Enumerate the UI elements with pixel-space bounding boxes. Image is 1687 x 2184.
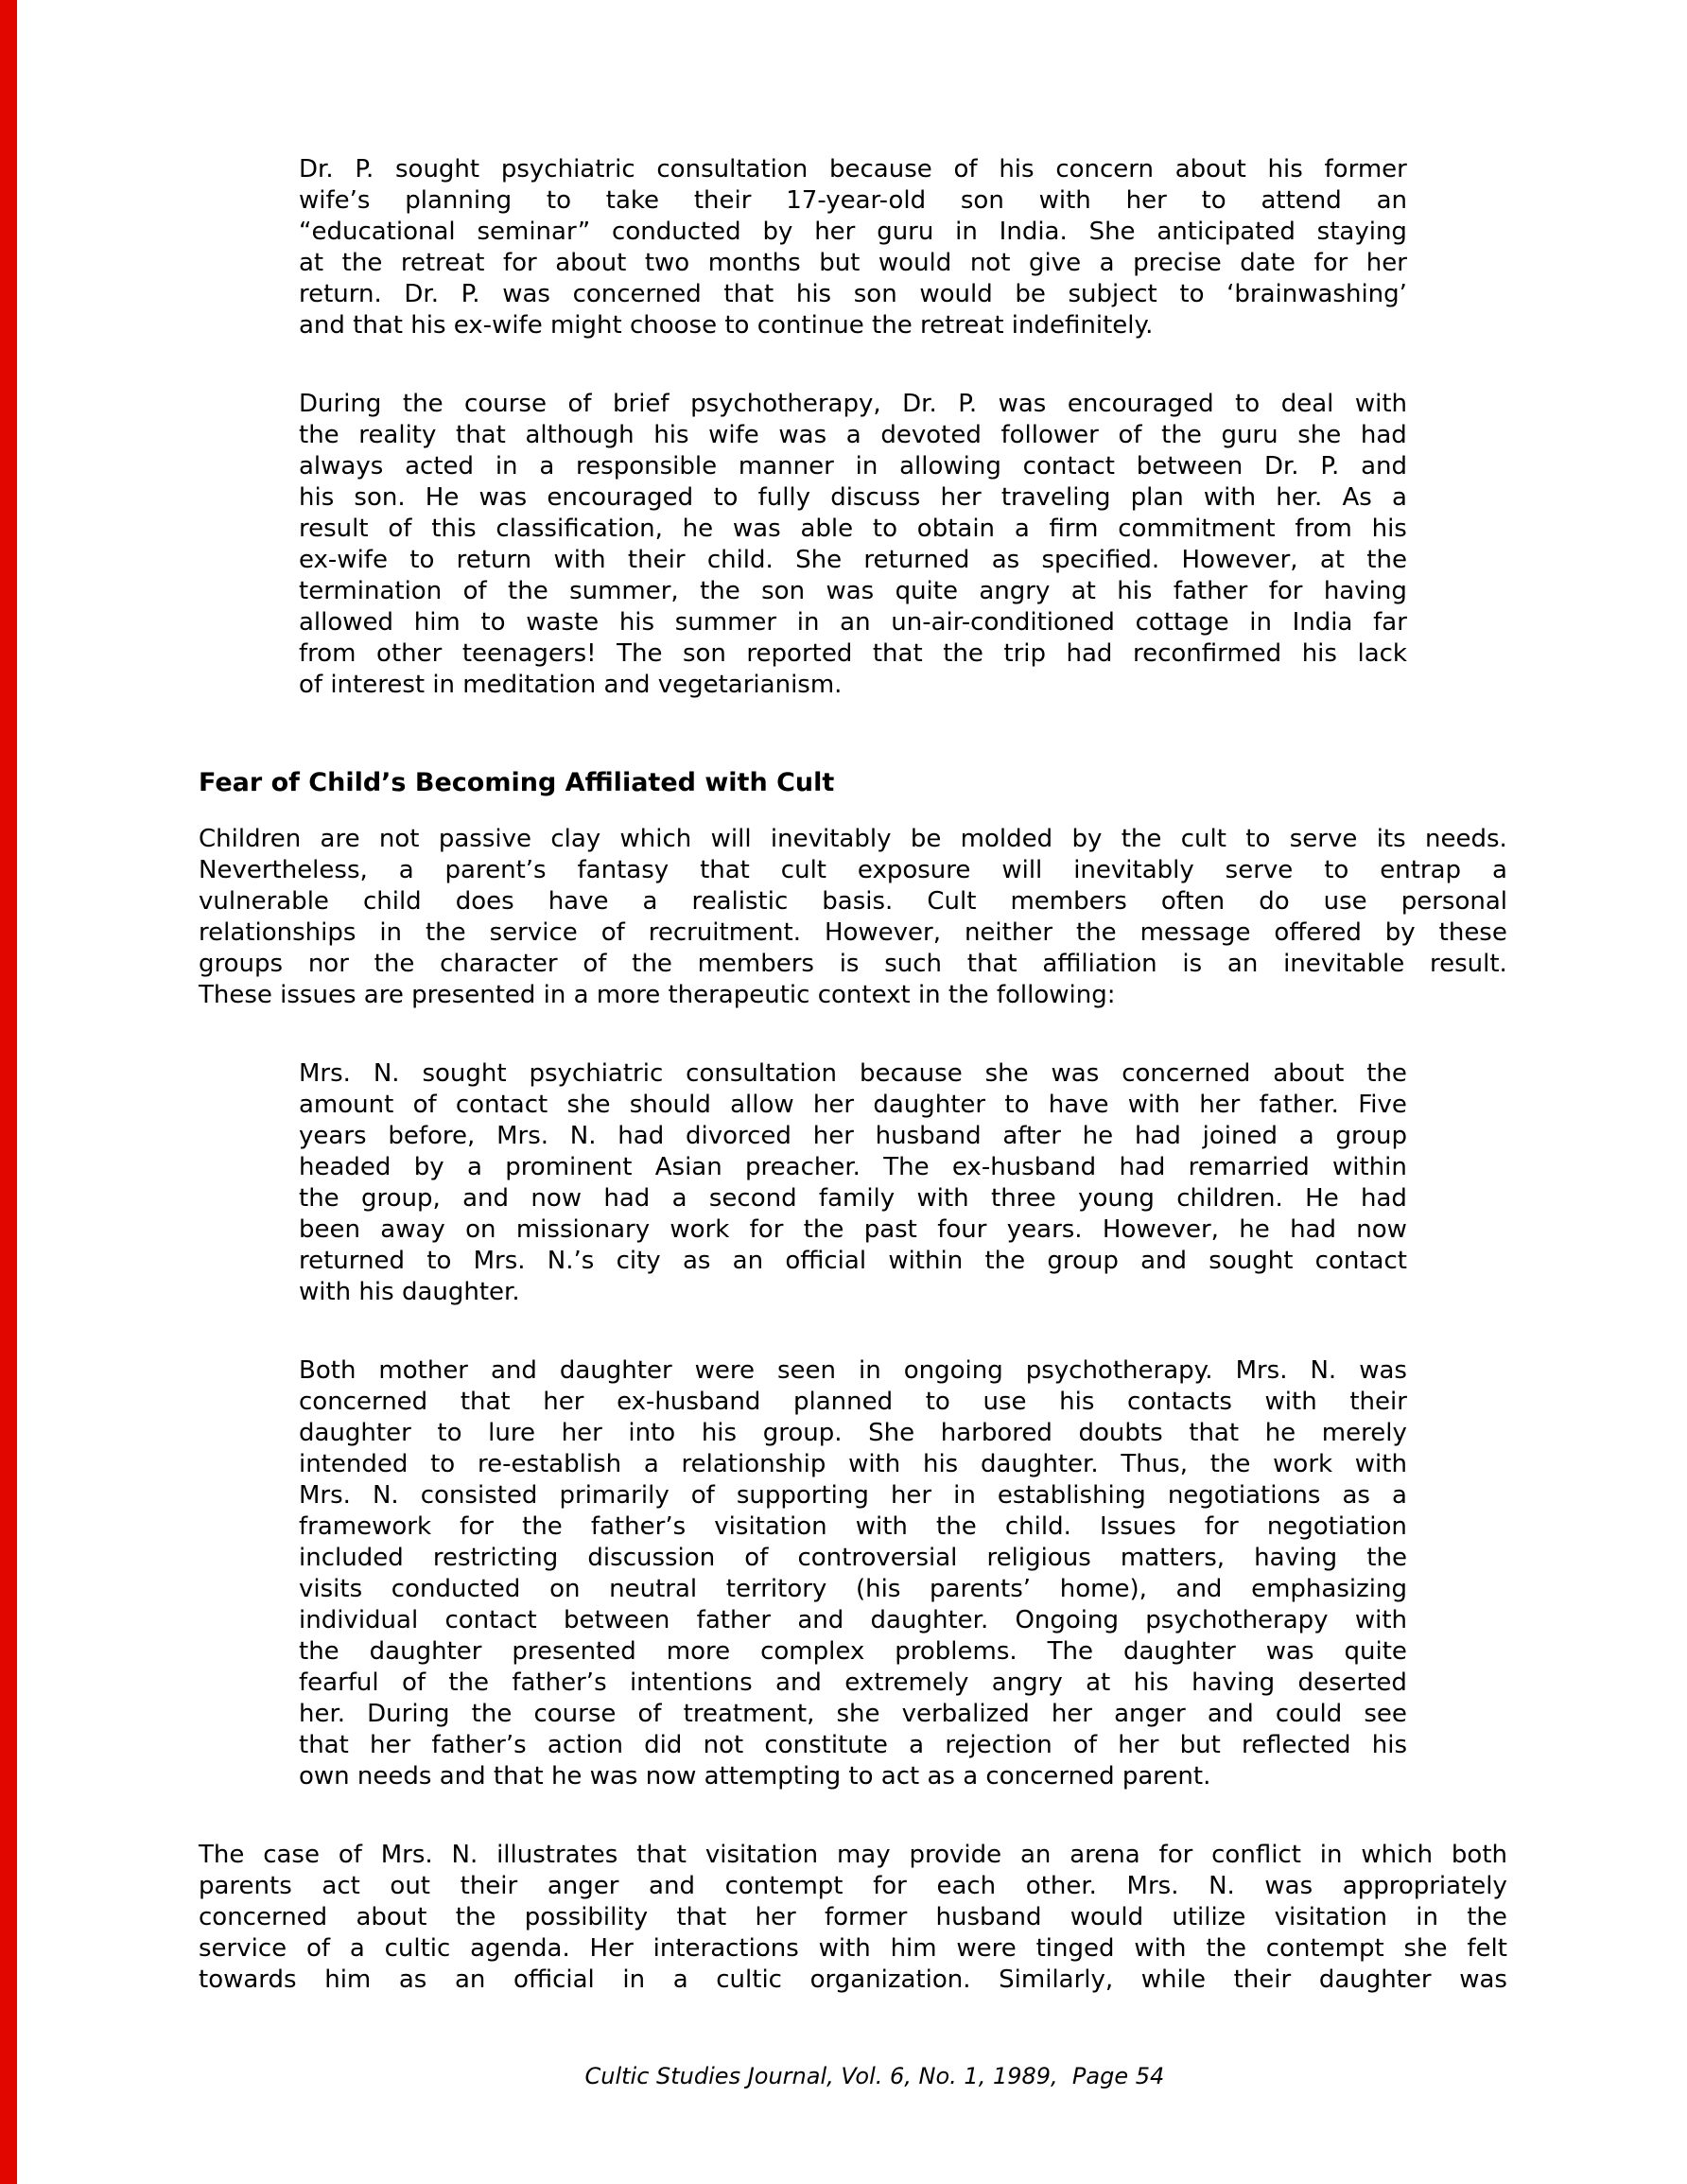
text-line: parents act out their anger and contempt for each other. Mrs. N. was appropriately <box>199 1872 1507 1900</box>
text-line: result of this classification, he was able to obtain a firm commitment from his <box>299 515 1407 543</box>
text-line: Mrs. N. consisted primarily of supporting her in establishing negotiations as a <box>299 1481 1407 1510</box>
text-line: headed by a prominent Asian preacher. The ex-husband had remarried within <box>299 1153 1407 1181</box>
text-line: the group, and now had a second family with three young children. He had <box>299 1184 1407 1213</box>
text-line: intended to re-establish a relationship with his daughter. Thus, the work with <box>299 1450 1407 1478</box>
body-paragraph <box>199 824 1507 1011</box>
text-line: been away on missionary work for the past four years. However, he had now <box>299 1215 1407 1244</box>
blockquote-paragraph <box>299 389 1407 701</box>
text-line: always acted in a responsible manner in allowing contact between Dr. P. and <box>299 452 1407 480</box>
blockquote-paragraph <box>299 1355 1407 1792</box>
section-heading: Fear of Child’s Becoming Affiliated with Cult <box>199 768 835 797</box>
text-line: Dr. P. sought psychiatric consultation because of his concern about his former <box>299 155 1407 183</box>
text-line: her. During the course of treatment, she verbalized her anger and could see <box>299 1700 1407 1728</box>
text-line: return. Dr. P. was concerned that his son would be subject to ‘brainwashing’ <box>299 280 1407 308</box>
page-content <box>199 154 1507 2119</box>
text-line: These issues are presented in a more therapeutic context in the following: <box>199 981 1116 1009</box>
text-line: with his daughter. <box>299 1278 520 1306</box>
text-line: that her father’s action did not constitute a rejection of her but reflected his <box>299 1731 1407 1759</box>
body-paragraph <box>199 1840 1507 1996</box>
article-body <box>199 154 1507 1996</box>
text-line: years before, Mrs. N. had divorced her husband after he had joined a group <box>299 1122 1407 1150</box>
text-line: fearful of the father’s intentions and extremely angry at his having deserted <box>299 1669 1407 1697</box>
text-line: daughter to lure her into his group. She harbored doubts that he merely <box>299 1419 1407 1447</box>
text-line: the reality that although his wife was a devoted follower of the guru she had <box>299 421 1407 449</box>
left-edge-stripe <box>0 0 17 2184</box>
text-line: service of a cultic agenda. Her interactions with him were tinged with the contempt she felt <box>199 1934 1507 1963</box>
text-line: relationships in the service of recruitment. However, neither the message offered by these <box>199 918 1507 947</box>
text-line: Mrs. N. sought psychiatric consultation because she was concerned about the <box>299 1059 1407 1088</box>
text-line: “educational seminar” conducted by her guru in India. She anticipated staying <box>299 218 1407 246</box>
text-line: concerned about the possibility that her former husband would utilize visitation in the <box>199 1903 1507 1931</box>
journal-citation: Cultic Studies Journal, Vol. 6, No. 1, 1989, Page 54 <box>584 2063 1165 2089</box>
text-line: own needs and that he was now attempting to act as a concerned parent. <box>299 1762 1211 1791</box>
text-line: included restricting discussion of controversial religious matters, having the <box>299 1544 1407 1572</box>
text-line: individual contact between father and daughter. Ongoing psychotherapy with <box>299 1606 1407 1634</box>
text-line: Children are not passive clay which will inevitably be molded by the cult to serve its needs. <box>199 825 1507 853</box>
text-line: The case of Mrs. N. illustrates that visitation may provide an arena for conflict in which both <box>199 1841 1507 1869</box>
text-line: vulnerable child does have a realistic basis. Cult members often do use personal <box>199 887 1507 916</box>
text-line: ex-wife to return with their child. She returned as specified. However, at the <box>299 546 1407 574</box>
text-line: of interest in meditation and vegetarianism. <box>299 671 843 699</box>
text-line: and that his ex-wife might choose to continue the retreat indefinitely. <box>299 311 1154 340</box>
text-line: groups nor the character of the members is such that affiliation is an inevitable result. <box>199 950 1507 978</box>
text-line: framework for the father’s visitation with the child. Issues for negotiation <box>299 1512 1407 1541</box>
page-footer <box>199 2034 1507 2119</box>
text-line: at the retreat for about two months but would not give a precise date for her <box>299 249 1407 277</box>
text-line: termination of the summer, the son was quite angry at his father for having <box>299 577 1407 605</box>
text-line: amount of contact she should allow her daughter to have with her father. Five <box>299 1091 1407 1119</box>
text-line: During the course of brief psychotherapy, Dr. P. was encouraged to deal with <box>299 390 1407 418</box>
text-line: visits conducted on neutral territory (his parents’ home), and emphasizing <box>299 1575 1407 1603</box>
text-line: the daughter presented more complex problems. The daughter was quite <box>299 1637 1407 1666</box>
text-line: from other teenagers! The son reported that the trip had reconfirmed his lack <box>299 639 1407 668</box>
text-line: his son. He was encouraged to fully discuss her traveling plan with her. As a <box>299 483 1407 512</box>
text-line: Both mother and daughter were seen in ongoing psychotherapy. Mrs. N. was <box>299 1356 1407 1385</box>
text-line: wife’s planning to take their 17-year-old son with her to attend an <box>299 186 1407 215</box>
text-line: allowed him to waste his summer in an un-air-conditioned cottage in India far <box>299 608 1407 637</box>
blockquote-paragraph <box>299 154 1407 341</box>
text-line: towards him as an official in a cultic organization. Similarly, while their daughter was <box>199 1966 1507 1994</box>
text-line: returned to Mrs. N.’s city as an official within the group and sought contact <box>299 1247 1407 1275</box>
blockquote-paragraph <box>299 1058 1407 1308</box>
text-line: concerned that her ex-husband planned to use his contacts with their <box>299 1388 1407 1416</box>
text-line: Nevertheless, a parent’s fantasy that cult exposure will inevitably serve to entrap a <box>199 856 1507 884</box>
